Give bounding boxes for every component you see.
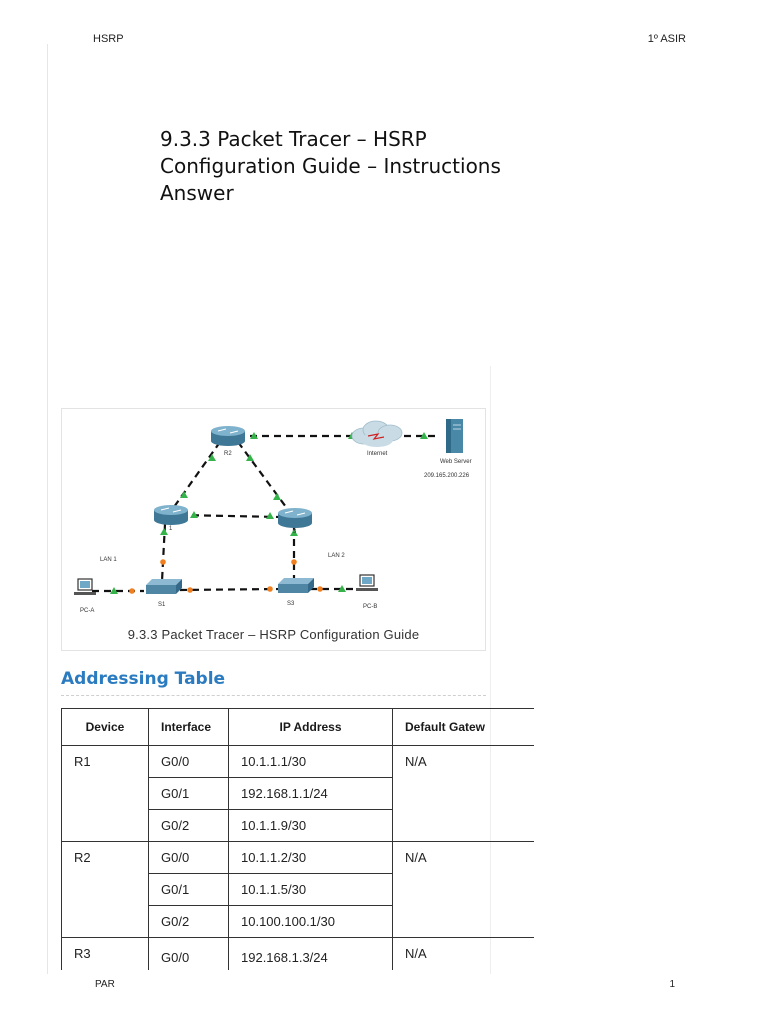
link-down-marker [291,559,297,565]
server-icon [446,419,463,453]
ip-cell: 10.1.1.5/30 [229,874,393,906]
ip-cell: 192.168.1.1/24 [229,778,393,810]
header-right: 1º ASIR [647,33,686,45]
router-icon [211,426,245,446]
addressing-table-container [61,708,534,970]
link-up-marker [266,512,274,519]
figure-caption: 9.3.3 Packet Tracer – HSRP Configuration Guide [127,627,420,642]
gateway-cell: N/A [393,842,535,938]
header-interface: Interface [149,709,229,746]
label-s1: S1 [158,602,166,608]
link-down-marker [317,586,323,592]
gateway-cell: N/A [393,938,535,971]
ip-cell: 10.1.1.2/30 [229,842,393,874]
cloud-icon [352,421,402,447]
link-up-marker [273,493,281,500]
label-r1: 1 [169,526,173,532]
interface-cell: G0/0 [149,938,229,971]
header-device: Device [62,709,149,746]
table-row [62,746,535,778]
label-internet: Internet [367,451,388,457]
label-lan2: LAN 2 [328,553,345,559]
device-cell: R1 [62,746,149,842]
router-icon [278,508,312,528]
section-title: Addressing Table [61,669,226,689]
topology-diagram [62,409,485,624]
page-number: 1 [669,979,675,990]
topology-figure [61,408,486,651]
interface-cell: G0/2 [149,810,229,842]
pc-icon [74,579,96,595]
switch-icon [146,579,182,594]
label-lan1: LAN 1 [100,557,117,563]
link-up-marker [180,491,188,498]
interface-cell: G0/2 [149,906,229,938]
label-pca: PC-A [80,608,95,614]
page-margin-rule [47,44,48,974]
device-cell: R3 [62,938,149,971]
label-r2: R2 [224,451,232,457]
device-cell: R2 [62,842,149,938]
table-row [62,842,535,874]
footer-left: PAR [95,979,115,990]
link-down-marker [187,587,193,593]
ip-cell: 192.168.1.3/24 [229,938,393,971]
switch-icon [278,578,314,593]
gateway-cell: N/A [393,746,535,842]
network-links [92,436,440,591]
ip-cell: 10.100.100.1/30 [229,906,393,938]
addressing-table [61,708,534,970]
label-pcb: PC-B [363,604,378,610]
interface-cell: G0/0 [149,842,229,874]
label-web-server: Web Server [440,459,472,465]
header-default-gateway: Default Gatew [393,709,535,746]
interface-cell: G0/1 [149,874,229,906]
table-row [62,938,535,971]
link-down-marker [160,559,166,565]
link-s1-s3 [180,589,280,590]
header-ip-address: IP Address [229,709,393,746]
ip-cell: 10.1.1.9/30 [229,810,393,842]
link-down-marker [267,586,273,592]
link-up-marker [160,528,168,535]
pc-icon [356,575,378,591]
table-header-row [62,709,535,746]
label-r3: 3 [293,529,297,535]
label-web-ip: 209.165.200.226 [424,473,470,479]
router-icon [154,505,188,525]
section-divider [61,695,486,696]
document-title: 9.3.3 Packet Tracer – HSRP Configuration Guide – Instructions Answer [160,127,501,205]
header-left: HSRP [93,33,124,45]
ip-cell: 10.1.1.1/30 [229,746,393,778]
label-s3: S3 [287,601,295,607]
interface-cell: G0/1 [149,778,229,810]
link-down-marker [129,588,135,594]
interface-cell: G0/0 [149,746,229,778]
